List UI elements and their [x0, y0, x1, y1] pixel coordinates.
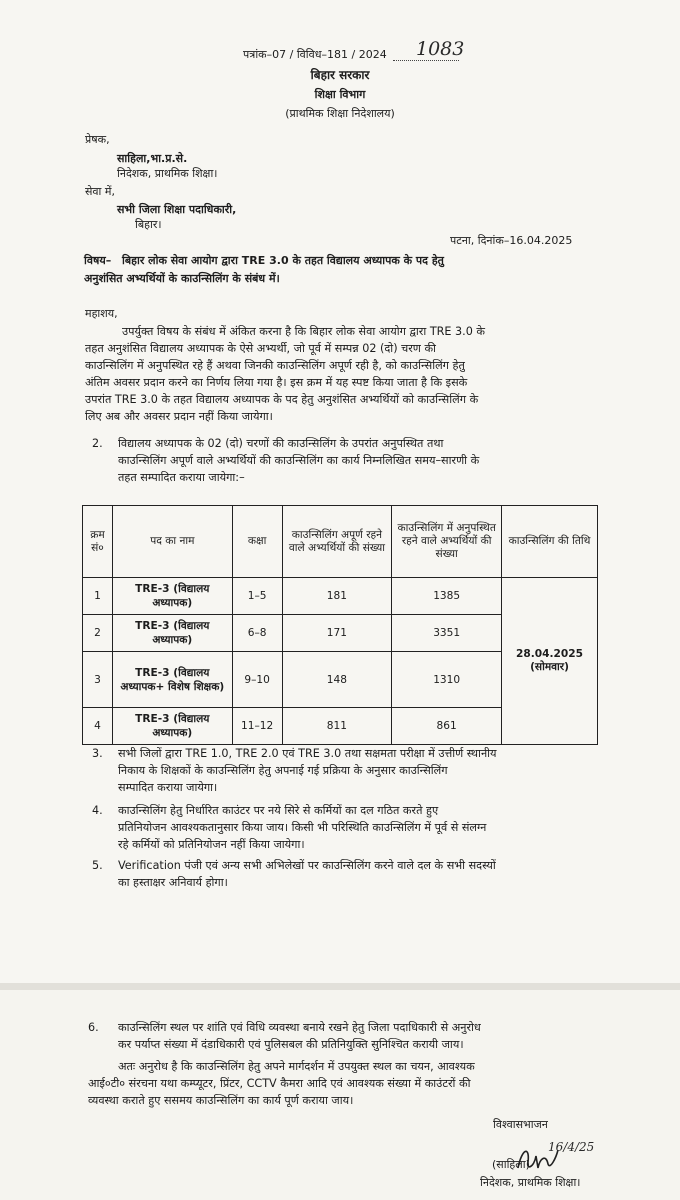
- closing-line: अतः अनुरोध है कि काउन्सिलिंग हेतु अपने मार्गदर्शन में उपयुक्त स्थल का चयन, आवश्यक: [118, 1060, 475, 1073]
- reference-number: पत्रांक–07 / विविध–181 / 2024: [243, 48, 387, 61]
- letter-page-2: [0, 990, 680, 1200]
- department-title: शिक्षा विभाग: [314, 88, 366, 101]
- sender-designation: निदेशक, प्राथमिक शिक्षा।: [117, 167, 218, 180]
- point-3-number: 3.: [92, 747, 103, 760]
- reference-underline: [393, 60, 459, 61]
- point-6-number: 6.: [88, 1021, 99, 1034]
- point-5-number: 5.: [92, 859, 103, 872]
- cell-class: 6–8: [232, 615, 282, 652]
- cell-class: 11–12: [232, 708, 282, 745]
- counselling-schedule-table: [82, 505, 598, 745]
- point-6-line: कर पर्याप्त संख्या में दंडाधिकारी एवं पुलिसबल की प्रतिनियुक्ति सुनिश्चित करायी जाय।: [118, 1038, 464, 1051]
- header-absent-count: काउन्सिलिंग में अनुपस्थित रहने वाले अभ्यर्थियों की संख्या: [392, 506, 502, 578]
- para2-number: 2.: [92, 437, 103, 450]
- para2-line: विद्यालय अध्यापक के 02 (दो) चरणों की काउन्सिलिंग के उपरांत अनुपस्थित तथा: [118, 437, 444, 450]
- header-class: कक्षा: [232, 506, 282, 578]
- cell-absent-count: 1385: [392, 578, 502, 615]
- cell-serial-number: 3: [83, 652, 113, 708]
- closing-line: आई०टी० संरचना यथा कम्प्यूटर, प्रिंटर, CCTV कैमरा आदि एवं आवश्यक संख्या में काउंटरों की: [88, 1077, 471, 1090]
- cell-incomplete-count: 181: [282, 578, 392, 615]
- cell-post-name: TRE-3 (विद्यालय अध्यापक): [112, 615, 232, 652]
- point-3-line: निकाय के शिक्षकों के काउन्सिलिंग हेतु अपनाई गई प्रक्रिया के अनुसार काउन्सिलिंग: [118, 764, 448, 777]
- point-4-line: प्रतिनियोजन आवश्यकतानुसार किया जाय। किसी भी परिस्थिति काउन्सिलिंग में पूर्व से संलग्न: [118, 821, 487, 834]
- para1-line: उपरांत TRE 3.0 के तहत विद्यालय अध्यापक के पद हेतु अनुशंसित अभ्यर्थियों को काउन्सिलिंग के: [85, 393, 479, 406]
- point-3-line: सभी जिलों द्वारा TRE 1.0, TRE 2.0 एवं TRE 3.0 तथा सक्षमता परीक्षा में उत्तीर्ण स्थानीय: [118, 747, 497, 760]
- para1-line: तहत अनुशंसित विद्यालय अध्यापक के ऐसे अभ्यर्थी, जो पूर्व में सम्पन्न 02 (दो) चरण की: [85, 342, 436, 355]
- signatory-name: (साहिला): [492, 1158, 530, 1171]
- subject-label: विषय–: [84, 254, 112, 267]
- cell-serial-number: 4: [83, 708, 113, 745]
- cell-post-name: TRE-3 (विद्यालय अध्यापक): [112, 578, 232, 615]
- header-incomplete-count: काउन्सिलिंग अपूर्ण रहने वाले अभ्यर्थियों की संख्या: [282, 506, 392, 578]
- para1-line: अंतिम अवसर प्रदान करने का निर्णय लिया गया है। इस क्रम में यह स्पष्ट किया जाता है कि इसके: [85, 376, 468, 389]
- signatory-designation: निदेशक, प्राथमिक शिक्षा।: [480, 1176, 581, 1189]
- closing-line: व्यवस्था कराते हुए ससमय काउन्सिलिंग का कार्य पूर्ण कराया जाय।: [88, 1094, 354, 1107]
- header-post-name: पद का नाम: [112, 506, 232, 578]
- table-header-row: [83, 506, 598, 578]
- subject-line-1: बिहार लोक सेवा आयोग द्वारा TRE 3.0 के तहत विद्यालय अध्यापक के पद हेतु: [122, 254, 444, 267]
- point-4-line: रहे कर्मियों को प्रतिनियोजन नहीं किया जायेगा।: [118, 838, 305, 851]
- recipient-label: सेवा में,: [85, 185, 115, 198]
- cell-class: 9–10: [232, 652, 282, 708]
- point-5-line: Verification पंजी एवं अन्य सभी अभिलेखों पर काउन्सिलिंग करने वाले दल के सभी सदस्यों: [118, 859, 496, 872]
- directorate-title: (प्राथमिक शिक्षा निदेशालय): [285, 107, 395, 120]
- cell-incomplete-count: 148: [282, 652, 392, 708]
- point-6-line: काउन्सिलिंग स्थल पर शांति एवं विधि व्यवस्था बनाये रखने हेतु जिला पदाधिकारी से अनुरोध: [118, 1021, 481, 1034]
- cell-absent-count: 3351: [392, 615, 502, 652]
- place-date: पटना, दिनांक–16.04.2025: [450, 234, 573, 247]
- cell-counselling-date: [502, 578, 598, 745]
- point-4-number: 4.: [92, 804, 103, 817]
- handwritten-reference-number: 1083: [416, 38, 465, 60]
- handwritten-signature-date: 16/4/25: [548, 1140, 595, 1154]
- cell-incomplete-count: 171: [282, 615, 392, 652]
- cell-post-name: TRE-3 (विद्यालय अध्यापक): [112, 708, 232, 745]
- cell-class: 1–5: [232, 578, 282, 615]
- para1-line: उपर्युक्त विषय के संबंध में अंकित करना है कि बिहार लोक सेवा आयोग द्वारा TRE 3.0 के: [122, 325, 485, 338]
- recipient-name: सभी जिला शिक्षा पदाधिकारी,: [117, 203, 237, 216]
- sender-name: साहिला,भा.प्र.से.: [117, 152, 188, 165]
- point-4-line: काउन्सिलिंग हेतु निर्धारित काउंटर पर नये सिरे से कर्मियों का दल गठित करते हुए: [118, 804, 439, 817]
- government-title: बिहार सरकार: [310, 68, 370, 82]
- point-5-line: का हस्ताक्षर अनिवार्य होगा।: [118, 876, 228, 889]
- counselling-date: 28.04.2025: [516, 648, 584, 660]
- cell-incomplete-count: 811: [282, 708, 392, 745]
- cell-serial-number: 2: [83, 615, 113, 652]
- para1-line: काउन्सिलिंग में अनुपस्थित रहे हैं अथवा जिनकी काउन्सिलिंग अपूर्ण रही है, को काउन्सिलिंग हेतु: [85, 359, 465, 372]
- cell-serial-number: 1: [83, 578, 113, 615]
- yours-faithfully: विश्वासभाजन: [493, 1118, 548, 1131]
- para2-line: तहत सम्पादित कराया जायेगा:–: [118, 471, 245, 484]
- para2-line: काउन्सिलिंग अपूर्ण वाले अभ्यर्थियों की काउन्सिलिंग का कार्य निम्नलिखित समय–सारणी के: [118, 454, 480, 467]
- recipient-place: बिहार।: [135, 218, 162, 231]
- header-counselling-date: काउन्सिलिंग की तिथि: [502, 506, 598, 578]
- cell-absent-count: 1310: [392, 652, 502, 708]
- point-3-line: सम्पादित कराया जायेगा।: [118, 781, 218, 794]
- table-row: [83, 578, 598, 615]
- header-serial-number: क्रम सं०: [83, 506, 113, 578]
- subject-line-2: अनुशंसित अभ्यर्थियों के काउन्सिलिंग के संबंध में।: [84, 272, 280, 285]
- cell-absent-count: 861: [392, 708, 502, 745]
- sender-label: प्रेषक,: [85, 133, 110, 146]
- counselling-day: (सोमवार): [530, 661, 569, 673]
- para1-line: लिए अब और अवसर प्रदान नहीं किया जायेगा।: [85, 410, 273, 423]
- cell-post-name: TRE-3 (विद्यालय अध्यापक+ विशेष शिक्षक): [112, 652, 232, 708]
- salutation: महाशय,: [85, 307, 118, 320]
